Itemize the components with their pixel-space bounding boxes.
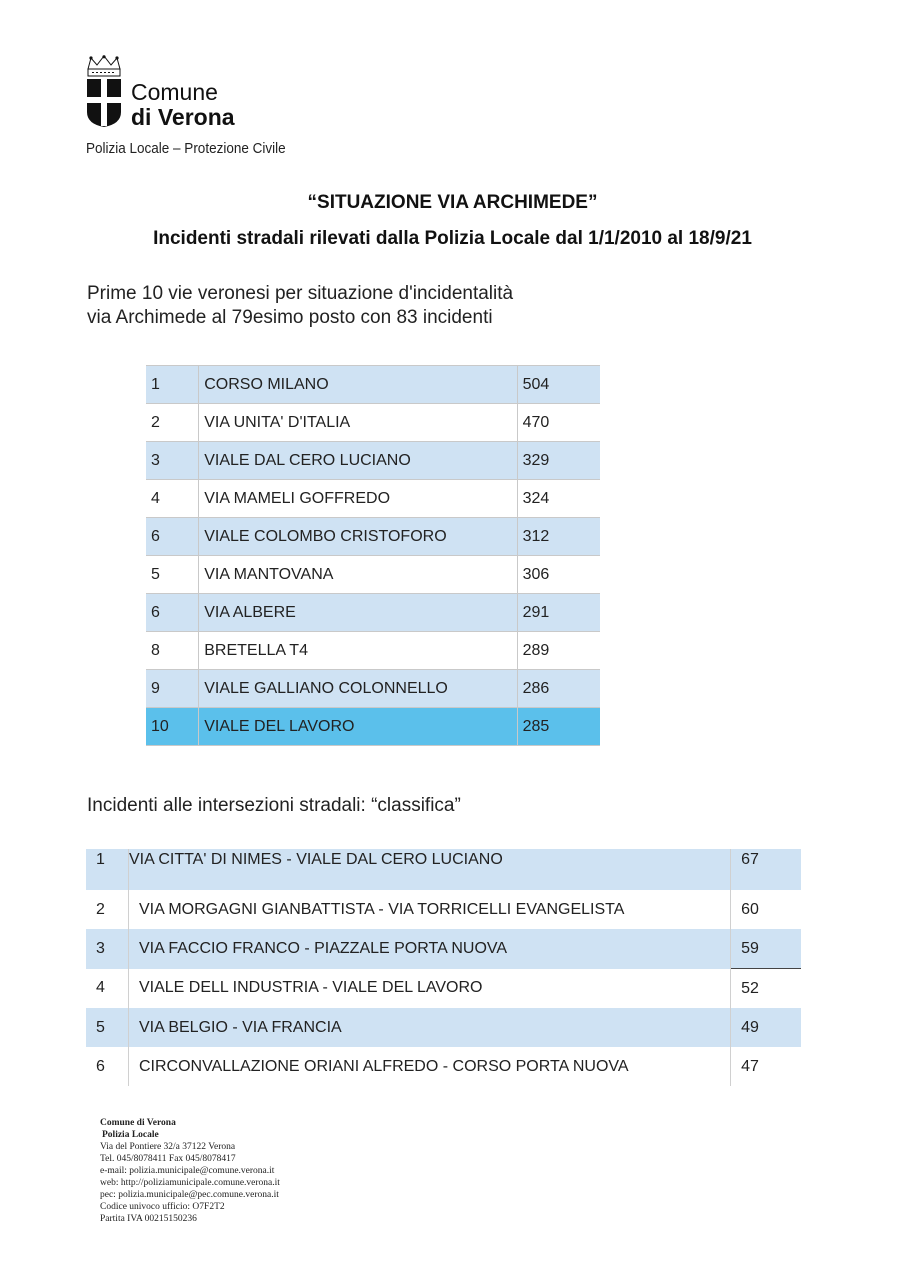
rank-cell: 6 xyxy=(146,594,199,632)
crown-icon xyxy=(86,55,122,77)
count-cell: 67 xyxy=(731,849,801,890)
count-cell: 286 xyxy=(517,670,600,708)
street-cell: VIA MANTOVANA xyxy=(199,556,517,594)
table-row xyxy=(146,556,600,594)
rank-cell: 3 xyxy=(86,929,128,969)
table-row xyxy=(146,366,600,404)
count-cell: 289 xyxy=(517,632,600,670)
rank-cell: 8 xyxy=(146,632,199,670)
intersection-cell: VIA BELGIO - VIA FRANCIA xyxy=(128,1008,730,1047)
rank-cell: 3 xyxy=(146,442,199,480)
street-cell: VIA ALBERE xyxy=(199,594,517,632)
street-cell: VIA UNITA' D'ITALIA xyxy=(199,404,517,442)
count-cell: 47 xyxy=(731,1047,801,1086)
table-row xyxy=(146,480,600,518)
rank-cell: 2 xyxy=(86,890,128,929)
rank-cell: 10 xyxy=(146,708,199,746)
intersection-cell: VIA CITTA' DI NIMES - VIALE DAL CERO LUCIANO xyxy=(128,849,730,890)
table-row-highlighted xyxy=(146,708,600,746)
table-row xyxy=(146,404,600,442)
count-cell: 329 xyxy=(517,442,600,480)
department-label: Polizia Locale – Protezione Civile xyxy=(86,140,286,157)
table-row xyxy=(146,442,600,480)
top-streets-table xyxy=(146,365,600,746)
intersection-cell: CIRCONVALLAZIONE ORIANI ALFREDO - CORSO PORTA NUOVA xyxy=(128,1047,730,1086)
street-cell: VIALE DEL LAVORO xyxy=(199,708,517,746)
org-name-line2: di Verona xyxy=(131,104,235,130)
rank-cell: 5 xyxy=(146,556,199,594)
table-row xyxy=(86,1008,801,1047)
intro-text xyxy=(87,282,513,330)
rank-cell: 5 xyxy=(86,1008,128,1047)
count-cell: 285 xyxy=(517,708,600,746)
footer-address: Via del Pontiere 32/a 37122 Verona xyxy=(100,1142,236,1152)
intersection-cell: VIA MORGAGNI GIANBATTISTA - VIA TORRICELLI EVANGELISTA xyxy=(128,890,730,929)
table-row xyxy=(86,849,801,890)
rank-cell: 2 xyxy=(146,404,199,442)
count-cell: 312 xyxy=(517,518,600,556)
section-heading: Incidenti alle intersezioni stradali: “classifica” xyxy=(87,795,461,816)
count-cell: 306 xyxy=(517,556,600,594)
document-title: “SITUAZIONE VIA ARCHIMEDE” xyxy=(307,192,598,213)
street-cell: VIA MAMELI GOFFREDO xyxy=(199,480,517,518)
footer-pec: pec: polizia.municipale@pec.comune.verona.it xyxy=(100,1190,279,1200)
intro-line1: Prime 10 vie veronesi per situazione d'incidentalità xyxy=(87,283,514,304)
rank-cell: 4 xyxy=(86,969,128,1009)
intersections-table xyxy=(86,849,801,1086)
table-row xyxy=(86,1047,801,1086)
rank-cell: 6 xyxy=(86,1047,128,1086)
org-name-line1: Comune xyxy=(131,79,218,105)
rank-cell: 9 xyxy=(146,670,199,708)
count-cell: 504 xyxy=(517,366,600,404)
table-row xyxy=(146,594,600,632)
count-cell: 60 xyxy=(731,890,801,929)
count-cell: 291 xyxy=(517,594,600,632)
footer-web: web: http://poliziamunicipale.comune.verona.it xyxy=(100,1178,280,1188)
table-row xyxy=(86,890,801,929)
table-row xyxy=(146,518,600,556)
rank-cell: 4 xyxy=(146,480,199,518)
intersection-cell: VIA FACCIO FRANCO - PIAZZALE PORTA NUOVA xyxy=(128,929,730,969)
table-row xyxy=(86,969,801,1009)
street-cell: VIALE GALLIANO COLONNELLO xyxy=(199,670,517,708)
footer-vat: Partita IVA 00215150236 xyxy=(100,1214,197,1224)
footer-org: Comune di Verona xyxy=(100,1118,176,1128)
rank-cell: 1 xyxy=(146,366,199,404)
document-subtitle: Incidenti stradali rilevati dalla Polizia Locale dal 1/1/2010 al 18/9/21 xyxy=(153,228,752,249)
count-cell: 59 xyxy=(731,929,801,969)
count-cell: 52 xyxy=(731,969,801,1009)
count-cell: 470 xyxy=(517,404,600,442)
table-row xyxy=(146,670,600,708)
street-cell: CORSO MILANO xyxy=(199,366,517,404)
rank-cell: 1 xyxy=(86,849,128,890)
footer-dept: Polizia Locale xyxy=(102,1130,159,1140)
count-cell: 49 xyxy=(731,1008,801,1047)
count-cell: 324 xyxy=(517,480,600,518)
table-row xyxy=(146,632,600,670)
table-row xyxy=(86,929,801,969)
street-cell: BRETELLA T4 xyxy=(199,632,517,670)
intro-line2: via Archimede al 79esimo posto con 83 incidenti xyxy=(87,307,493,328)
street-cell: VIALE COLOMBO CRISTOFORO xyxy=(199,518,517,556)
footer-office-code: Codice univoco ufficio: O7F2T2 xyxy=(100,1202,225,1212)
footer-phone: Tel. 045/8078411 Fax 045/8078417 xyxy=(100,1154,236,1164)
shield-icon xyxy=(86,78,122,128)
rank-cell: 6 xyxy=(146,518,199,556)
footer-contact xyxy=(100,1117,280,1225)
street-cell: VIALE DAL CERO LUCIANO xyxy=(199,442,517,480)
intersection-cell: VIALE DELL INDUSTRIA - VIALE DEL LAVORO xyxy=(128,969,730,1009)
footer-email: e-mail: polizia.municipale@comune.verona.it xyxy=(100,1166,275,1176)
